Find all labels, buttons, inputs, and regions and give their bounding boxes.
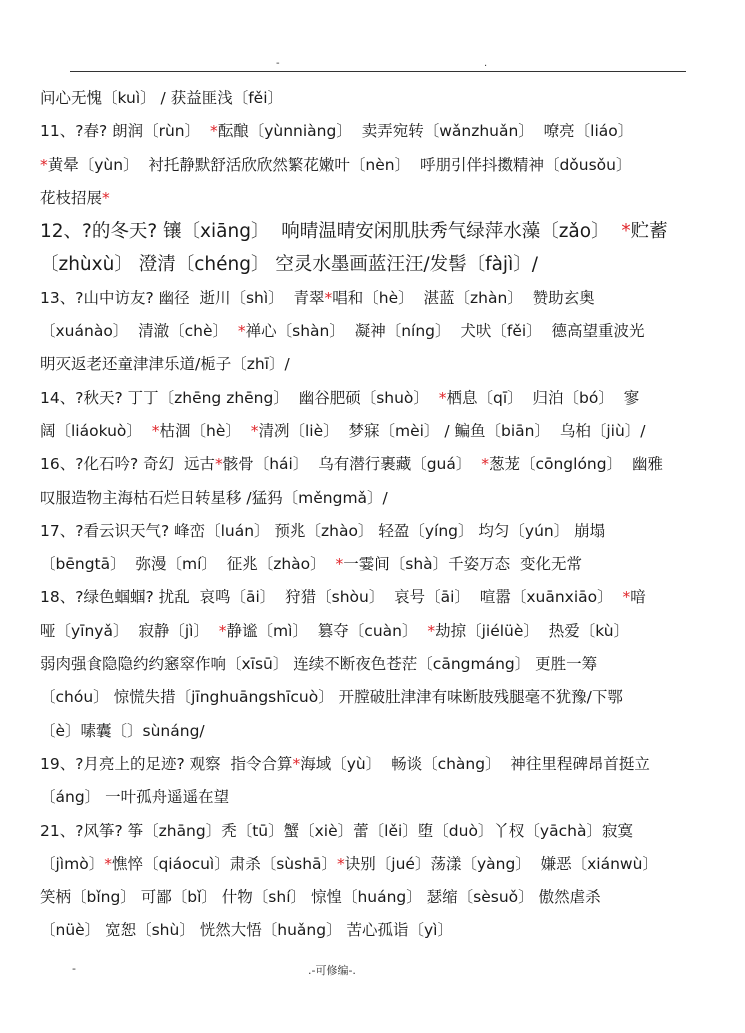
key-marker: * <box>40 155 48 174</box>
key-marker: * <box>621 221 631 243</box>
text-segment: 葱茏〔cōnglóng〕 幽雅 <box>488 455 663 474</box>
text-line <box>40 615 688 648</box>
page-footer <box>70 962 686 976</box>
text-segment: 14、?秋天? 丁丁〔zhēng zhēng〕 幽谷肥硕〔shuò〕 <box>40 388 439 407</box>
key-marker: * <box>102 188 110 207</box>
text-segment: 哑〔yīnyǎ〕 寂静〔jì〕 <box>40 621 219 640</box>
text-line: 弱肉强食隐隐约约窸窣作响〔xīsū〕 连续不断夜色苍茫〔cāngmáng〕 更胜一筹 <box>40 655 598 674</box>
text-segment: 诀别〔jué〕荡漾〔yàng〕 嫌恶〔xiánwù〕 <box>344 854 658 873</box>
text-segment: 清冽〔liè〕 梦寐〔mèi〕 / 鳊鱼〔biān〕 乌桕〔jiù〕/ <box>258 421 646 440</box>
key-marker: * <box>337 854 345 873</box>
key-marker: * <box>151 421 160 440</box>
text-segment: 16、?化石吟? 奇幻 远古 <box>40 455 215 474</box>
text-line <box>40 581 688 614</box>
footer-mark: - <box>72 962 76 975</box>
text-line <box>40 182 688 215</box>
key-marker: * <box>104 854 112 873</box>
text-line <box>40 215 688 248</box>
text-line: 21、?风筝? 筝〔zhāng〕秃〔tū〕蟹〔xiè〕蕾〔lěi〕堕〔duò〕丫杈〔yāchà〕寂寞 <box>40 821 633 840</box>
key-marker: * <box>292 754 301 773</box>
text-line: 叹服造物主海枯石烂日转星移 /猛犸〔měngmǎ〕/ <box>40 488 388 507</box>
text-line: 17、?看云识天气? 峰峦〔luán〕 预兆〔zhào〕 轻盈〔yíng〕 均匀〔yún〕 崩塌 <box>40 521 606 540</box>
footer-text: .-可修编-. <box>308 964 356 977</box>
key-marker: * <box>214 455 223 474</box>
text-segment: 唱和〔hè〕 湛蓝〔zhàn〕 赞助玄奥 <box>332 288 595 307</box>
text-line: 笑柄〔bǐng〕 可鄙〔bǐ〕 什物〔shí〕 惊惶〔huáng〕 瑟缩〔sèsuǒ〕 傲然虐杀 <box>40 888 601 907</box>
text-segment: 〔jìmò〕 <box>40 854 105 873</box>
text-line <box>40 748 688 781</box>
text-segment: 18、?绿色蝈蝈? 扰乱 哀鸣〔āi〕 狩猎〔shòu〕 哀号〔āi〕 喧嚣〔xuānxiāo〕 <box>40 588 623 607</box>
text-line <box>40 548 688 581</box>
text-line: 〔áng〕 一叶孤舟遥遥在望 <box>40 788 230 807</box>
text-line <box>40 448 688 481</box>
text-segment: 枯涸〔hè〕 <box>159 421 251 440</box>
header-mark-right: . <box>484 58 488 69</box>
text-line: 问心无愧〔kuì〕 / 获益匪浅〔fěi〕 <box>40 89 284 107</box>
key-marker: * <box>335 555 344 574</box>
key-marker: * <box>324 288 333 307</box>
text-segment: 贮蓄 <box>630 221 668 243</box>
text-segment: 一霎间〔shà〕千姿万态 变化无常 <box>343 555 583 574</box>
text-segment: 海域〔yù〕 畅谈〔chàng〕 神往里程碑昂首挺立 <box>300 754 650 773</box>
key-marker: * <box>237 322 246 341</box>
text-line: 〔chóu〕 惊慌失措〔jīnghuāngshīcuò〕 开膛破肚津津有味断肢残腿毫不犹豫/下鄂 <box>40 688 623 707</box>
text-line: 〔nüè〕 宽恕〔shù〕 恍然大悟〔huǎng〕 苦心孤诣〔yì〕 <box>40 921 453 940</box>
text-segment: 黄晕〔yùn〕 衬托静默舒活欣欣然繁花嫩叶〔nèn〕 呼朋引伴抖擞精神〔dǒusǒu〕 <box>47 155 632 174</box>
key-marker: * <box>218 621 227 640</box>
text-line: 〔è〕嗉囊〔〕sùnáng/ <box>40 721 205 740</box>
key-marker: * <box>622 588 631 607</box>
text-line <box>40 382 688 415</box>
text-segment: 12、?的冬天? 镶〔xiāng〕 响晴温晴安闲肌肤秀气绿萍水藻〔zǎo〕 <box>40 221 622 243</box>
text-line: 〔zhùxù〕 澄清〔chéng〕 空灵水墨画蓝汪汪/发髻〔fàjì〕/ <box>40 254 538 276</box>
text-segment: 喑 <box>630 588 646 607</box>
text-segment: 禅心〔shàn〕 凝神〔níng〕 犬吠〔fěi〕 德高望重波光 <box>245 322 645 341</box>
text-segment: 〔bēngtā〕 弥漫〔mí〕 征兆〔zhào〕 <box>40 555 336 574</box>
text-segment: 花枝招展 <box>40 188 103 207</box>
text-segment: 栖息〔qī〕 归泊〔bó〕 寥 <box>446 388 640 407</box>
key-marker: * <box>427 621 436 640</box>
text-segment: 19、?月亮上的足迹? 观察 指令合算 <box>40 754 293 773</box>
text-segment: 劫掠〔jiélüè〕 热爱〔kù〕 <box>435 621 630 640</box>
text-line <box>40 282 688 315</box>
text-segment: 〔xuánào〕 清澈〔chè〕 <box>40 322 238 341</box>
text-line <box>40 415 688 448</box>
header-mark-left: - <box>276 58 280 69</box>
text-segment: 阔〔liáokuò〕 <box>40 421 152 440</box>
key-marker: * <box>481 455 489 474</box>
header-rule <box>70 71 686 72</box>
text-segment: 骸骨〔hái〕 乌有潜行裹藏〔guá〕 <box>222 455 482 474</box>
text-segment: 酝酿〔yùnniàng〕 卖弄宛转〔wǎnzhuǎn〕 嘹亮〔liáo〕 <box>217 122 634 141</box>
text-line <box>40 149 688 182</box>
text-segment: 憔悴〔qiáocuì〕肃杀〔sùshā〕 <box>111 854 338 873</box>
text-segment: 静谧〔mì〕 篡夺〔cuàn〕 <box>226 621 428 640</box>
document-body <box>40 82 688 948</box>
text-line <box>40 848 688 881</box>
text-line: 明灭返老还童津津乐道/栀子〔zhī〕/ <box>40 355 290 374</box>
page-header <box>70 58 686 68</box>
key-marker: * <box>250 421 259 440</box>
text-segment: 13、?山中访友? 幽径 逝川〔shì〕 青翠 <box>40 288 325 307</box>
text-line <box>40 115 688 148</box>
text-segment: 11、?春? 朗润〔rùn〕 <box>40 122 210 141</box>
key-marker: * <box>438 388 447 407</box>
text-line <box>40 315 688 348</box>
key-marker: * <box>209 122 218 141</box>
